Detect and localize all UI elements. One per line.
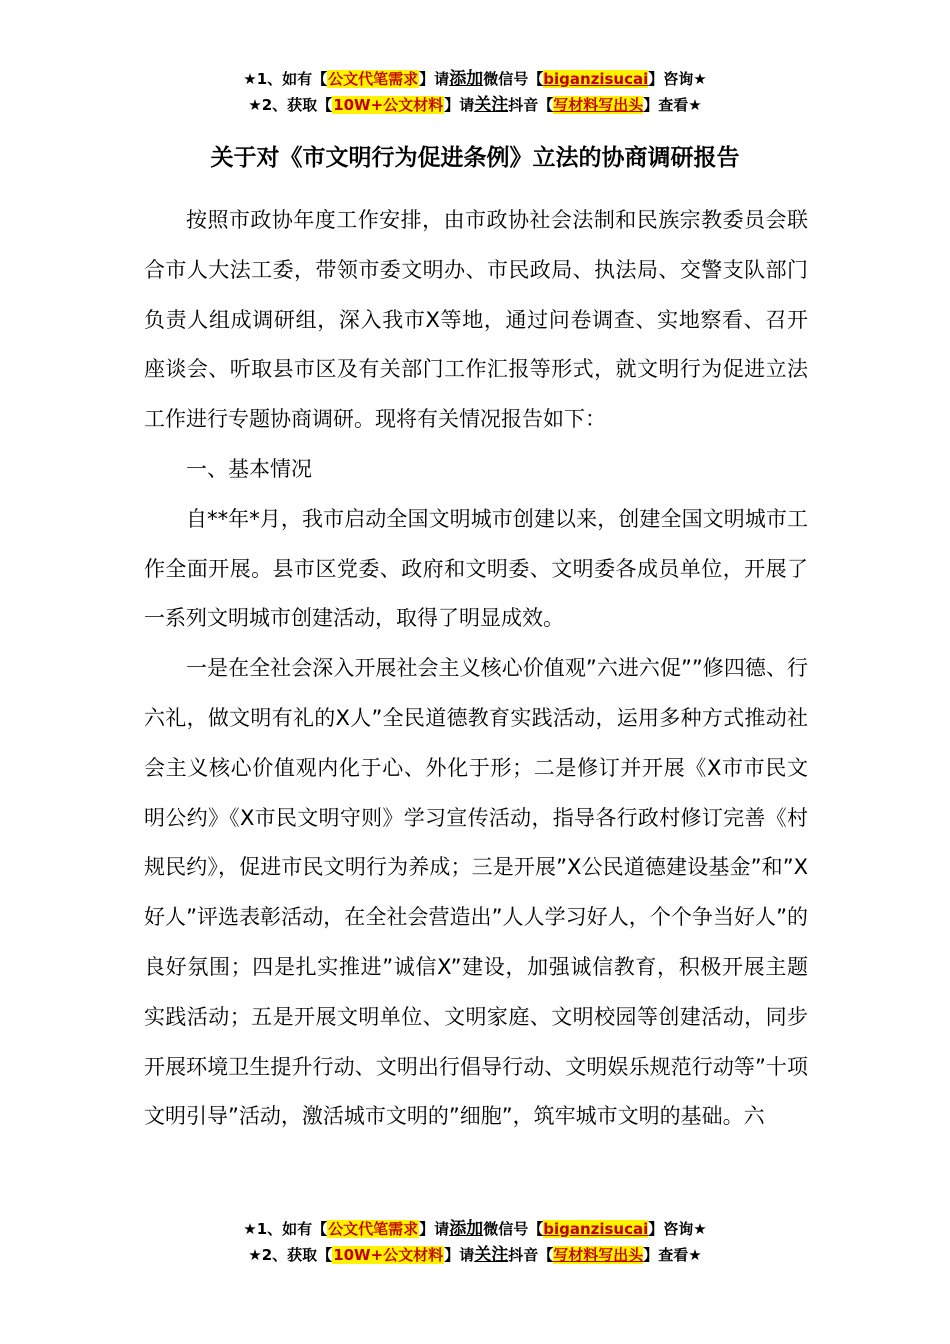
banner-text: 】请	[419, 70, 450, 88]
wechat-id-link[interactable]: biganzisucai	[543, 70, 649, 88]
banner-text: 2、获取【	[261, 96, 333, 114]
banner-text: 1、如有【	[256, 1220, 328, 1238]
banner-text: 2、获取【	[261, 1246, 333, 1264]
douyin-account-link[interactable]: 写材料写出头	[553, 96, 644, 114]
add-keyword: 添加	[449, 69, 484, 89]
banner-line-2	[0, 1242, 950, 1268]
bottom-banner	[0, 1216, 950, 1268]
banner-text: 】咨询★	[648, 1220, 707, 1238]
banner-text: 】咨询★	[648, 70, 707, 88]
banner-text: 抖音【	[508, 96, 554, 114]
banner-text: 1、如有【	[256, 70, 328, 88]
document-body	[144, 196, 808, 1142]
highlight-ghostwriting: 公文代笔需求	[328, 1220, 419, 1238]
banner-text: 】请	[419, 1220, 450, 1238]
douyin-account-link[interactable]: 写材料写出头	[553, 1246, 644, 1264]
banner-text: 】查看★	[643, 1246, 702, 1264]
banner-line-1	[0, 1216, 950, 1242]
follow-keyword: 关注	[474, 95, 509, 115]
banner-line-1	[0, 66, 950, 92]
banner-text: 抖音【	[508, 1246, 554, 1264]
banner-text: 】请	[444, 1246, 475, 1264]
star-icon: ★	[248, 96, 262, 114]
highlight-ghostwriting: 公文代笔需求	[328, 70, 419, 88]
star-icon: ★	[243, 1220, 257, 1238]
banner-text: 】查看★	[643, 96, 702, 114]
banner-text: 】请	[444, 96, 475, 114]
top-banner	[0, 66, 950, 118]
banner-text: 微信号【	[483, 70, 544, 88]
banner-line-2	[0, 92, 950, 118]
paragraph-intro: 按照市政协年度工作安排，由市政协社会法制和民族宗教委员会联合市人大法工委，带领市委文明办、市民政局、执法局、交警支队部门负责人组成调研组，深入我市X等地，通过问卷调查、实地察看、召开座谈会、听取县市区及有关部门工作汇报等形式，就文明行为促进立法工作进行专题协商调研。现将有关情况报告如下：	[144, 208, 808, 432]
highlight-materials: 10W+公文材料	[333, 1246, 444, 1264]
star-icon: ★	[248, 1246, 262, 1264]
section-heading: 一、基本情况	[186, 456, 312, 481]
paragraph: 自**年*月，我市启动全国文明城市创建以来，创建全国文明城市工作全面开展。县市区党委、政府和文明委、文明委各成员单位，开展了一系列文明城市创建活动，取得了明显成效。	[144, 506, 808, 631]
paragraph: 一是在全社会深入开展社会主义核心价值观”六进六促””修四德、行六礼，做文明有礼的X人”全民道德教育实践活动，运用多种方式推动社会主义核心价值观内化于心、外化于形；二是修订并开展《X市市民文明公约》《X市民文明守则》学习宣传活动，指导各行政村修订完善《村规民约》，促进市民文明行为养成；三是开展”X公民道德建设基金”和”X好人”评选表彰活动，在全社会营造出”人人学习好人，个个争当好人”的良好氛围；四是扎实推进”诚信X”建设，加强诚信教育，积极开展主题实践活动；五是开展文明单位、文明家庭、文明校园等创建活动，同步开展环境卫生提升行动、文明出行倡导行动、文明娱乐规范行动等”十项文明引导”活动，激活城市文明的”细胞”，筑牢城市文明的基础。六	[144, 656, 808, 1129]
follow-keyword: 关注	[474, 1245, 509, 1265]
add-keyword: 添加	[449, 1219, 484, 1239]
document-title: 关于对《市文明行为促进条例》立法的协商调研报告	[210, 145, 740, 171]
banner-text: 微信号【	[483, 1220, 544, 1238]
wechat-id-link[interactable]: biganzisucai	[543, 1220, 649, 1238]
star-icon: ★	[243, 70, 257, 88]
highlight-materials: 10W+公文材料	[333, 96, 444, 114]
